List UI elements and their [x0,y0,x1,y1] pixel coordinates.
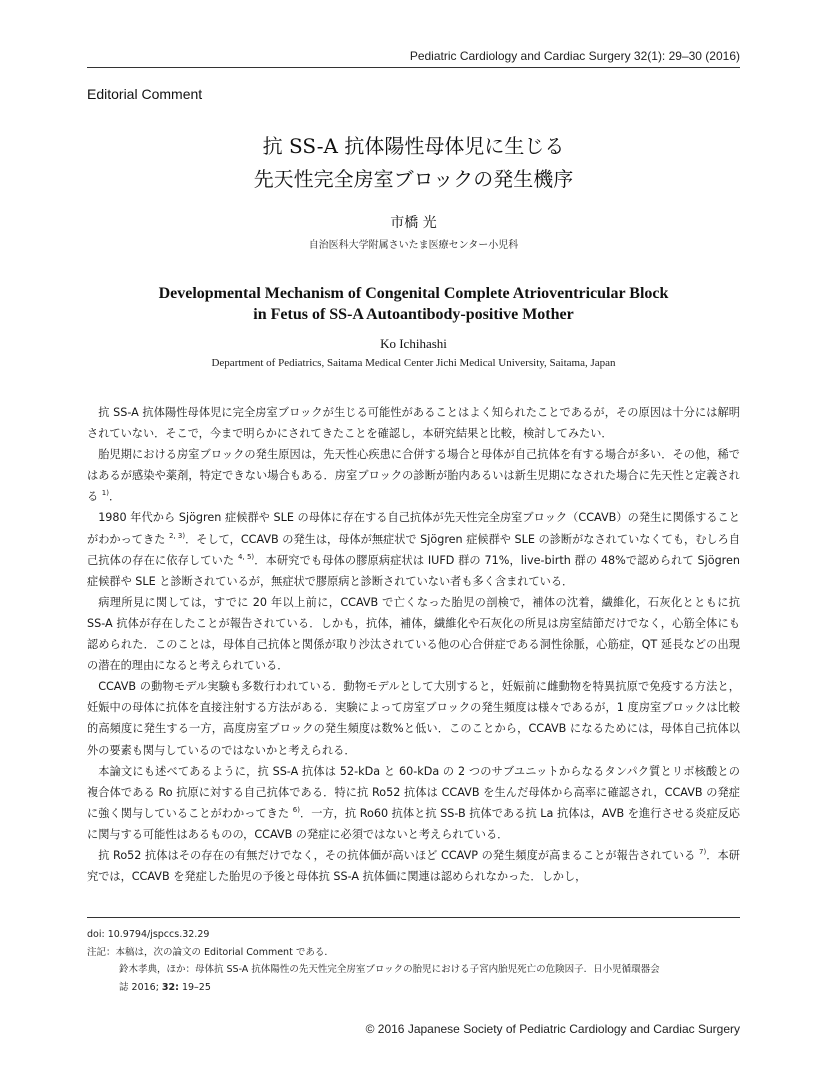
citation-ref: 6) [292,805,300,814]
body-paragraph-6: 本論文にも述べてあるように，抗 SS-A 抗体は 52-kDa と 60-kDa の 2 つのサブユニットからなるタンパク質とリボ核酸との複合体である Ro 抗原に対する自己抗体である．特に抗 Ro52 抗体は CCAVB を生んだ母体から高率に確認され，CCAVB の発症に強く関与していることがわかってきた $^{6)}$．一方，抗 Ro60 抗体と抗 SS-B 抗体である抗 La 抗体は，AVB を進行させる炎症反応に関与する可能性はあるものの，CCAVB の発症に必須ではないと考えられている． [87,764,740,841]
english-affiliation: Department of Pediatrics, Saitama Medical Center Jichi Medical University, Saitama, Japan [211,357,616,369]
footnote-divider [87,917,740,918]
english-author: Ko Ichihashi [380,336,447,351]
reference-entry: 鈴木孝典，ほか：母体抗 SS-A 抗体陽性の先天性完全房室ブロックの胎児における子宮内胎児死亡の危険因子．日小児循環器会 誌 2016; 32: 19–25 [119,964,660,993]
body-paragraph-5: CCAVB の動物モデル実験も多数行われている．動物モデルとして大別すると，妊娠前に雌動物を特異抗原で免疫する方法と，妊娠中の母体に抗体を直接注射する方法がある．実験によって房室ブロックの発生頻度は様々であるが，1 度房室ブロックは比較的高頻度に発生する一方，高度房室ブロックの発生頻度は数%と低い．このことから，CCAVB になるためには，母体自己抗体以外の要素も関与しているのではないかと考えられる． [87,680,740,757]
section-label: Editorial Comment [87,86,203,102]
citation-ref: 4, 5) [237,552,255,561]
citation-ref: 1) [101,489,109,498]
body-paragraph-3: 1980 年代から Sjögren 症候群や SLE の母体に存在する自己抗体が先天性完全房室ブロック（CCAVB）の発生に関係することがわかってきた $^{2, 3)}$．そして，CCAVB の発生は，母体が無症状で Sjögren 症候群や SLE の診断がなされていなくても，むしろ自己抗体の存在に依存していた $^{4, 5)}$．本研究でも母体の膠原病症状は IUFD 群の 71%，live-birth 群の 48%で認められて Sjögren 症候群や SLE と診断されているが，無症状で膠原病と診断されていない者も多く含まれている． [87,511,741,588]
editorial-note: 注記：本稿は，次の論文の Editorial Comment である． [87,946,334,958]
body-paragraph-4: 病理所見に関しては，すでに 20 年以上前に，CCAVB で亡くなった胎児の剖検で，補体の沈着，繊維化，石灰化とともに抗 SS-A 抗体が存在したことが報告されている．しかも，抗体，補体，繊維化や石灰化の所見は房室結節だけでなく，心筋全体にも認められた．このことは，母体自己抗体と関係が取り沙汰されている他の心合併症である洞性徐脈，心筋症，QT 延長などの出現の潜在的理由になると考えられている． [87,595,740,673]
journal-citation: Pediatric Cardiology and Cardiac Surgery 32(1): 29–30 (2016) [409,49,740,63]
body-paragraph-1: 抗 SS-A 抗体陽性母体児に完全房室ブロックが生じる可能性があることはよく知られたことであるが，その原因は十分には解明されていない．そこで，今まで明らかにされてきたことを確認し，本研究結果と比較，検討してみたい． [87,406,740,441]
english-title-line-1: Developmental Mechanism of Congenital Complete Atrioventricular Block [158,285,669,302]
japanese-affiliation: 自治医科大学附属さいたま医療センター小児科 [308,240,519,251]
citation-ref: 7) [699,847,707,856]
copyright-notice: © 2016 Japanese Society of Pediatric Cardiology and Cardiac Surgery [365,1022,740,1036]
article-body [87,402,740,887]
japanese-title-line-2: 先天性完全房室ブロックの発生機序 [253,167,574,191]
japanese-title-line-1: 抗 SS-A 抗体陽性母体児に生じる [262,134,565,158]
japanese-title [0,130,827,196]
header-divider [87,67,740,68]
body-paragraph-2: 胎児期における房室ブロックの発生原因は，先天性心疾患に合併する場合と母体が自己抗体を有する場合が多い．その他，稀ではあるが感染や薬剤，特定できない場合もある．房室ブロックの診断が胎内あるいは新生児期になされた場合に先天性と定義される $^{1)}$． [87,448,740,504]
japanese-author: 市橋 光 [390,215,437,231]
citation-ref: 2, 3) [168,531,186,540]
footnotes [87,926,740,996]
body-paragraph-7: 抗 Ro52 抗体はその存在の有無だけでなく，その抗体価が高いほど CCAVP の発生頻度が高まることが報告されている $^{7)}$．本研究では，CCAVB を発症した胎児の予後と母体抗 SS-A 抗体価に関連は認められなかった．しかし， [87,847,740,884]
doi-link[interactable]: doi: 10.9794/jspccs.32.29 [87,929,210,940]
english-title-line-2: in Fetus of SS-A Autoantibody-positive Mother [253,306,574,323]
english-title [0,283,827,325]
